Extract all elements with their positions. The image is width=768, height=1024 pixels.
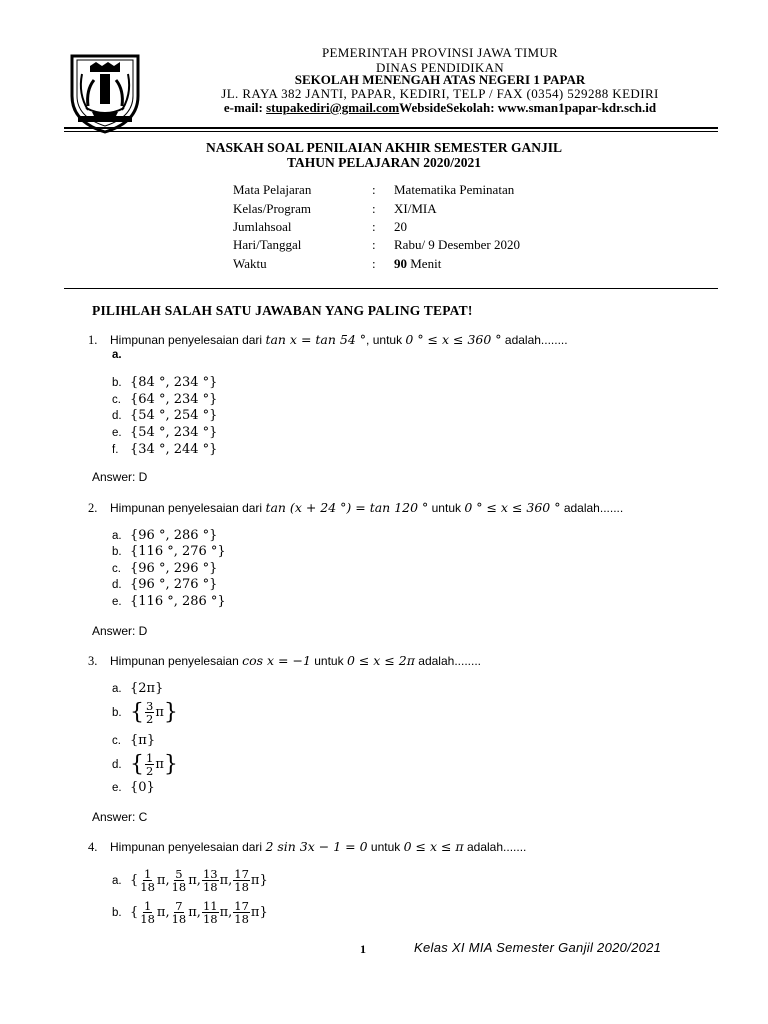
option-label: c.: [112, 394, 121, 406]
meta-value: [394, 256, 441, 272]
option-1c: [112, 392, 217, 409]
fraction: $\frac{17}{18}$: [234, 899, 249, 926]
option-value: {0}: [130, 780, 155, 795]
option-1f: [112, 442, 217, 459]
option-1d: [112, 408, 217, 425]
website-link[interactable]: www.sman1papar-kdr.sch.id: [497, 100, 657, 115]
exam-year: TAHUN PELAJARAN 2020/2021: [286, 155, 481, 170]
option-label: a.: [112, 875, 122, 887]
question-text: Himpunan penyelesaian dari: [110, 840, 266, 854]
meta-label: Mata Pelajaran: [233, 182, 312, 197]
option-value: {96 °, 286 °}: [130, 528, 218, 543]
question-math: 0 ° ≤ x ≤ 360 °: [464, 500, 561, 515]
meta-value: XI/MIA: [394, 201, 437, 216]
question-4: [88, 839, 526, 855]
option-value: { $\frac{1}{18}$ π, $\frac{5}{18}$ π, $\frac{13}{18}$ π, $\frac{17}{18}$ π}: [130, 867, 268, 894]
meta-label: Waktu: [233, 256, 267, 271]
option-value: { $\frac{3}{2}$ π}: [130, 699, 178, 726]
brace-right: }: [259, 873, 268, 888]
option-value: { $\frac{1}{2}$ π}: [130, 751, 178, 778]
option-label: e.: [112, 596, 122, 608]
option-label: d.: [112, 410, 122, 422]
brace-left: {: [130, 905, 139, 920]
option-value: {96 °, 296 °}: [130, 561, 218, 576]
meta-colon: :: [372, 237, 376, 252]
option-3b: [112, 700, 178, 730]
option-2a: [112, 528, 217, 545]
fraction: $\frac{1}{18}$: [140, 899, 155, 926]
answer-3: Answer: C: [92, 810, 148, 824]
option-label: a.: [112, 349, 122, 361]
question-math: 0 ° ≤ x ≤ 360 °: [405, 332, 502, 347]
option-value: {116 °, 276 °}: [130, 544, 226, 559]
option-value: {84 °, 234 °}: [130, 375, 218, 390]
answer-1: Answer: D: [92, 470, 148, 484]
exam-title: NASKAH SOAL PENILAIAN AKHIR SEMESTER GANJIL: [206, 140, 562, 155]
question-1: [88, 332, 568, 348]
header-address: JL. RAYA 382 JANTI, PAPAR, KEDIRI, TELP / FAX (0354) 529288 KEDIRI: [221, 86, 659, 101]
question-math: tan x = tan 54 °: [265, 332, 367, 347]
meta-label: Hari/Tanggal: [233, 237, 302, 252]
option-label: e.: [112, 782, 122, 794]
header-school-name: SEKOLAH MENENGAH ATAS NEGERI 1 PAPAR: [294, 72, 586, 87]
option-2c: [112, 561, 217, 578]
option-label: c.: [112, 563, 121, 575]
option-3e: [112, 780, 155, 797]
option-2d: [112, 577, 217, 594]
fraction: $\frac{1}{18}$: [140, 867, 155, 894]
question-text: adalah........: [414, 654, 481, 668]
school-emblem-logo: [64, 50, 146, 134]
question-number: 2.: [88, 501, 98, 515]
question-number: 1.: [88, 333, 98, 347]
question-text: Himpunan penyelesaian dari: [110, 501, 266, 515]
question-2: [88, 500, 623, 516]
meta-label: Jumlahsoal: [233, 219, 292, 234]
option-label: d.: [112, 759, 122, 771]
fraction: $\frac{11}{18}$: [202, 899, 218, 926]
option-4a: [112, 868, 268, 898]
fraction: $\frac{5}{18}$: [171, 867, 187, 894]
option-label: a.: [112, 683, 122, 695]
question-text: , untuk: [366, 333, 406, 347]
option-value: {2π}: [130, 681, 164, 696]
question-text: untuk: [428, 501, 465, 515]
option-value: {π}: [130, 733, 156, 748]
question-math: 2 sin 3x − 1 = 0: [265, 839, 368, 854]
question-text: Himpunan penyelesaian dari: [110, 333, 266, 347]
email-label: e-mail:: [223, 100, 267, 115]
header-divider-thick: [64, 127, 718, 129]
option-label: c.: [112, 735, 121, 747]
header-divider-thin: [64, 131, 718, 132]
option-value: {54 °, 234 °}: [130, 425, 218, 440]
option-3c: [112, 733, 155, 750]
option-2e: [112, 594, 226, 611]
option-1b: [112, 375, 217, 392]
option-1a: [112, 347, 130, 364]
option-1e: [112, 425, 217, 442]
brace-left: {: [130, 873, 139, 888]
option-label: b.: [112, 907, 122, 919]
option-value: {116 °, 286 °}: [130, 594, 226, 609]
option-value: {34 °, 244 °}: [130, 442, 218, 457]
question-text: adalah.......: [463, 840, 527, 854]
option-3a: [112, 681, 163, 698]
option-2b: [112, 544, 226, 561]
duration-number: 90: [394, 256, 407, 271]
option-label: b.: [112, 707, 122, 719]
question-text: untuk: [367, 840, 404, 854]
fraction: $\frac{1}{2}$: [146, 751, 154, 778]
option-label: d.: [112, 579, 122, 591]
option-label: f.: [112, 444, 119, 456]
option-value: {96 °, 276 °}: [130, 577, 218, 592]
meta-value: Matematika Peminatan: [394, 182, 515, 197]
question-text: adalah........: [501, 333, 568, 347]
brace-right: }: [163, 700, 178, 725]
option-label: a.: [112, 530, 122, 542]
fraction: $\frac{7}{18}$: [171, 899, 187, 926]
question-number: 4.: [88, 840, 98, 854]
page-number: 1: [360, 942, 366, 956]
meta-colon: :: [372, 201, 376, 216]
option-4b: [112, 900, 268, 930]
option-value: {54 °, 254 °}: [130, 408, 218, 423]
website-label: WebsideSekolah:: [399, 100, 498, 115]
header-contact: [150, 100, 730, 116]
question-text: untuk: [310, 654, 347, 668]
question-number: 3.: [88, 654, 98, 668]
option-value: { $\frac{1}{18}$ π, $\frac{7}{18}$ π, $\frac{11}{18}$ π, $\frac{17}{18}$ π}: [130, 899, 268, 926]
question-math: tan (x + 24 °) = tan 120 °: [265, 500, 429, 515]
question-3: [88, 653, 481, 669]
question-math: 0 ≤ x ≤ π: [403, 839, 464, 854]
section-divider: [64, 288, 718, 289]
meta-value: 20: [394, 219, 407, 234]
header-department: DINAS PENDIDIKAN: [376, 60, 504, 75]
meta-colon: :: [372, 256, 376, 271]
question-math: 0 ≤ x ≤ 2π: [346, 653, 415, 668]
meta-label: Kelas/Program: [233, 201, 311, 216]
duration-unit: Menit: [407, 256, 442, 271]
footer-class-label: Kelas XI MIA Semester Ganjil 2020/2021: [414, 940, 662, 955]
fraction: $\frac{3}{2}$: [146, 699, 154, 726]
email-link[interactable]: stupakediri@gmail.com: [266, 100, 400, 115]
fraction: $\frac{17}{18}$: [234, 867, 249, 894]
meta-colon: :: [372, 182, 376, 197]
fraction: $\frac{13}{18}$: [202, 867, 218, 894]
brace-left: {: [130, 700, 144, 725]
question-math: cos x = −1: [242, 653, 311, 668]
question-text: Himpunan penyelesaian: [110, 654, 243, 668]
option-label: b.: [112, 377, 122, 389]
option-label: b.: [112, 546, 122, 558]
answer-2: Answer: D: [92, 624, 148, 638]
brace-right: }: [259, 905, 268, 920]
instruction-text: PILIHLAH SALAH SATU JAWABAN YANG PALING TEPAT!: [92, 303, 473, 318]
meta-colon: :: [372, 219, 376, 234]
option-label: e.: [112, 427, 122, 439]
brace-left: {: [130, 752, 144, 777]
header-government: PEMERINTAH PROVINSI JAWA TIMUR: [322, 45, 558, 60]
brace-right: }: [163, 752, 178, 777]
meta-value: Rabu/ 9 Desember 2020: [394, 237, 521, 252]
option-value: {64 °, 234 °}: [130, 392, 218, 407]
question-text: adalah.......: [560, 501, 624, 515]
option-3d: [112, 752, 178, 780]
